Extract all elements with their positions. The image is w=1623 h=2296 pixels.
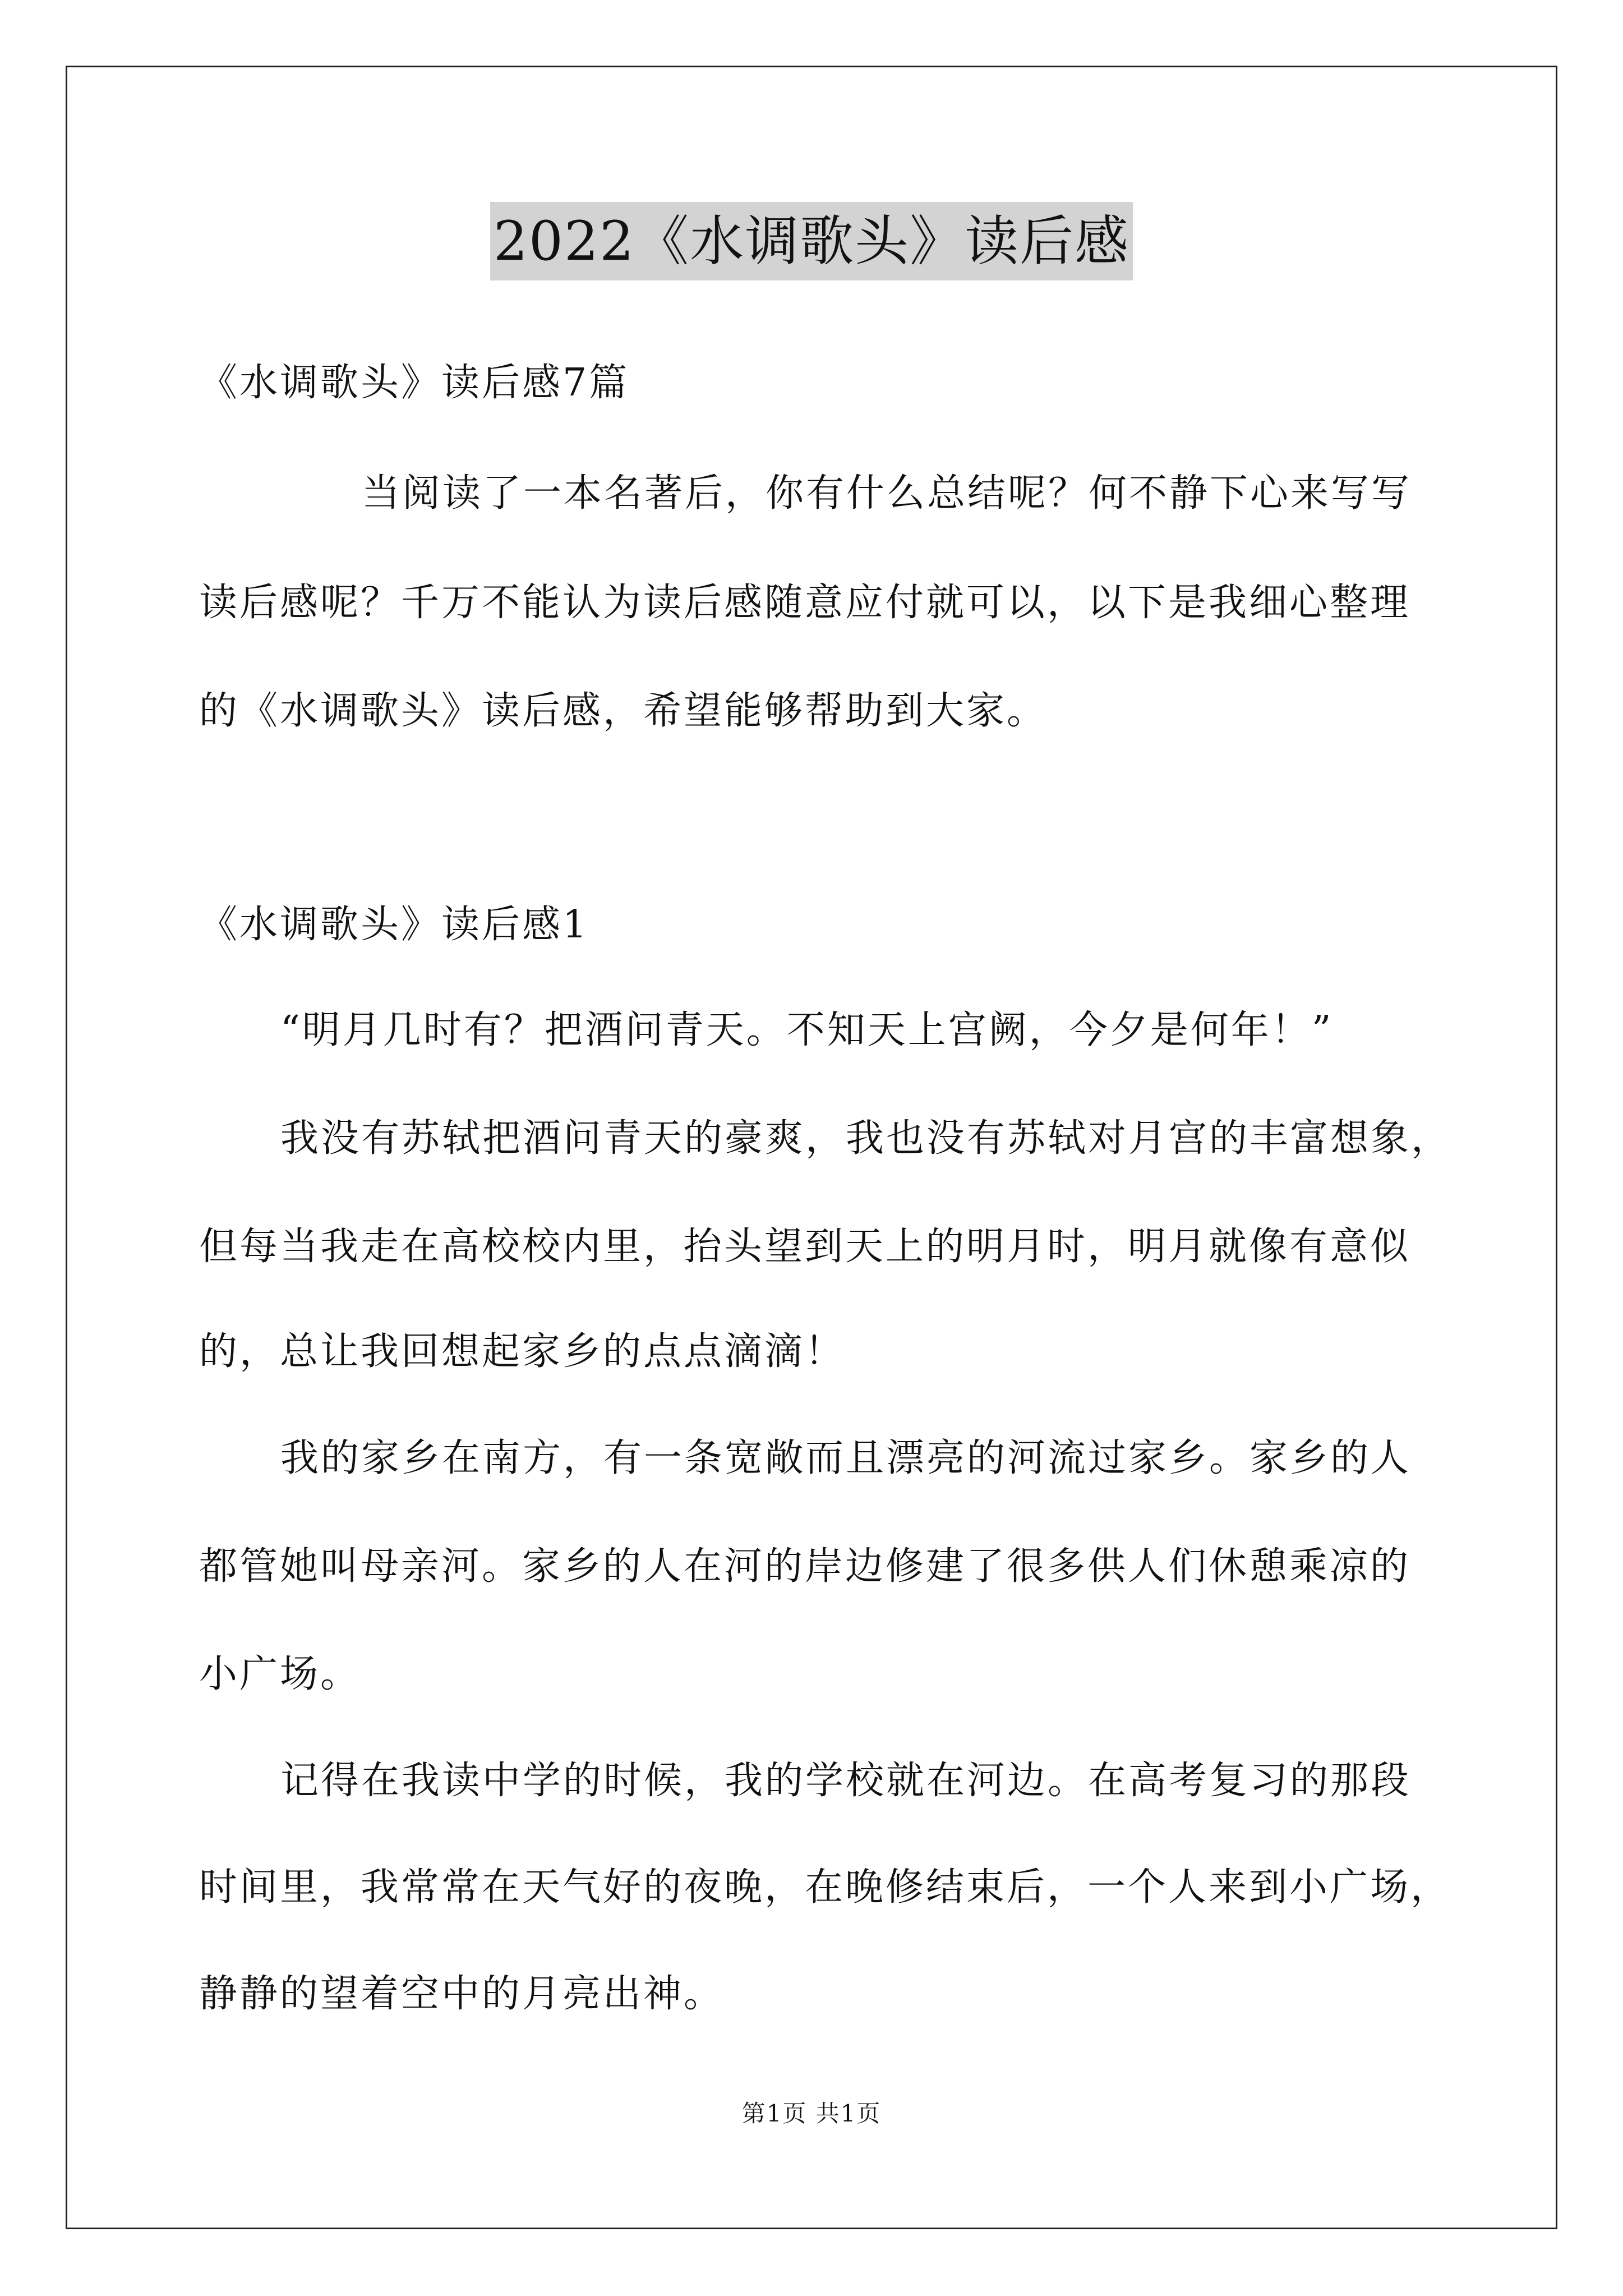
quote-line: “明月几时有？把酒问青天。不知天上宫阙，今夕是何年！” [280, 1008, 1334, 1052]
para2-line-2: 都管她叫母亲河。家乡的人在河的岸边修建了很多供人们休憩乘凉的 [199, 1544, 1411, 1589]
para1-line-2: 但每当我走在高校校内里，抬头望到天上的明月时，明月就像有意似 [199, 1225, 1411, 1269]
section-heading: 《水调歌头》读后感1 [199, 903, 589, 947]
para1-line-1: 我没有苏轼把酒问青天的豪爽，我也没有苏轼对月宫的丰富想象， [280, 1116, 1452, 1161]
para3-line-1: 记得在我读中学的时候，我的学校就在河边。在高考复习的那段 [280, 1759, 1412, 1803]
intro-line-1: 当阅读了一本名著后，你有什么总结呢？何不静下心来写写 [362, 471, 1412, 516]
subtitle: 《水调歌头》读后感7篇 [199, 361, 630, 405]
title-wrap [0, 202, 1623, 280]
para2-line-1: 我的家乡在南方，有一条宽敞而且漂亮的河流过家乡。家乡的人 [280, 1436, 1412, 1480]
para3-line-3: 静静的望着空中的月亮出神。 [199, 1972, 725, 2016]
intro-line-3: 的《水调歌头》读后感，希望能够帮助到大家。 [199, 689, 1048, 733]
para3-line-2: 时间里，我常常在天气好的夜晚，在晚修结束后，一个人来到小广场， [199, 1865, 1451, 1910]
para2-line-3: 小广场。 [199, 1652, 361, 1696]
page-number: 第1页 共1页 [741, 2100, 882, 2127]
para1-line-3: 的，总让我回想起家乡的点点滴滴！ [199, 1329, 846, 1374]
intro-line-2: 读后感呢？千万不能认为读后感随意应付就可以，以下是我细心整理 [199, 581, 1411, 625]
document-title: 2022《水调歌头》读后感 [490, 202, 1133, 280]
